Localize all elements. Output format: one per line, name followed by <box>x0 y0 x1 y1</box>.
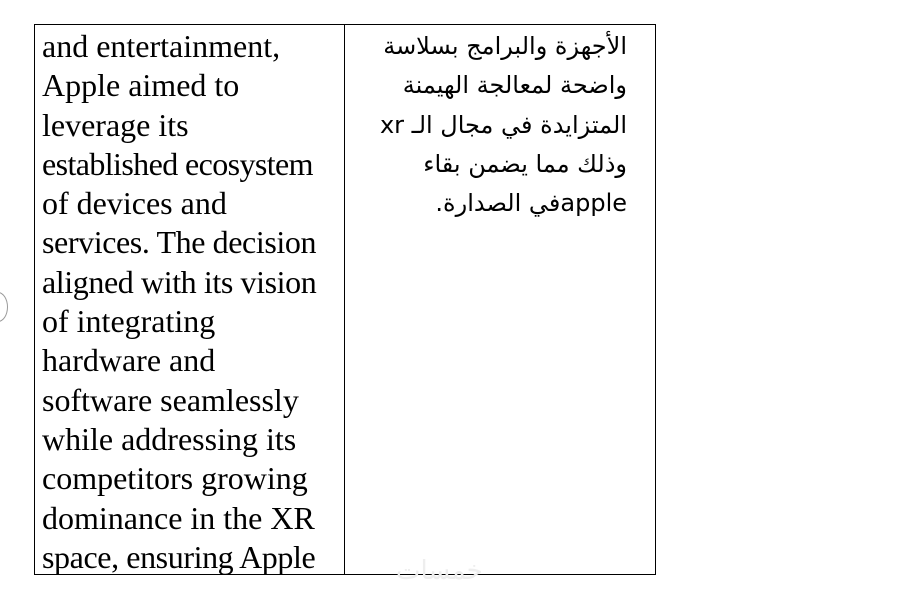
english-line: aligned with its vision <box>42 263 317 300</box>
english-line: and entertainment, <box>42 28 281 64</box>
arabic-line: appleفي الصدارة. <box>435 189 627 218</box>
english-line: space, ensuring Apple <box>42 538 316 574</box>
arabic-line: الأجهزة والبرامج بسلاسة <box>383 32 627 60</box>
english-line: established ecosystem <box>42 145 313 182</box>
arabic-line: المتزايدة في مجال الـ xr <box>379 110 627 139</box>
english-cell <box>35 25 345 574</box>
english-line: leverage its <box>42 106 189 143</box>
english-line: while addressing its <box>42 420 297 457</box>
english-line: services. The decision <box>42 224 317 261</box>
english-line: competitors growing <box>42 460 308 497</box>
english-line: of devices and <box>42 185 227 222</box>
english-line: of integrating <box>42 303 216 340</box>
side-handle-icon[interactable] <box>0 292 8 322</box>
translation-table <box>34 24 656 575</box>
english-line: dominance in the XR <box>42 499 315 536</box>
arabic-line: واضحة لمعالجة الهيمنة <box>402 71 627 100</box>
arabic-line: وذلك مما يضمن بقاء <box>423 149 627 178</box>
english-line: Apple aimed to <box>42 67 240 104</box>
arabic-cell <box>345 25 655 574</box>
english-line: hardware and <box>42 342 216 379</box>
watermark-logo: خمسات <box>396 556 483 586</box>
english-line: software seamlessly <box>42 381 299 418</box>
